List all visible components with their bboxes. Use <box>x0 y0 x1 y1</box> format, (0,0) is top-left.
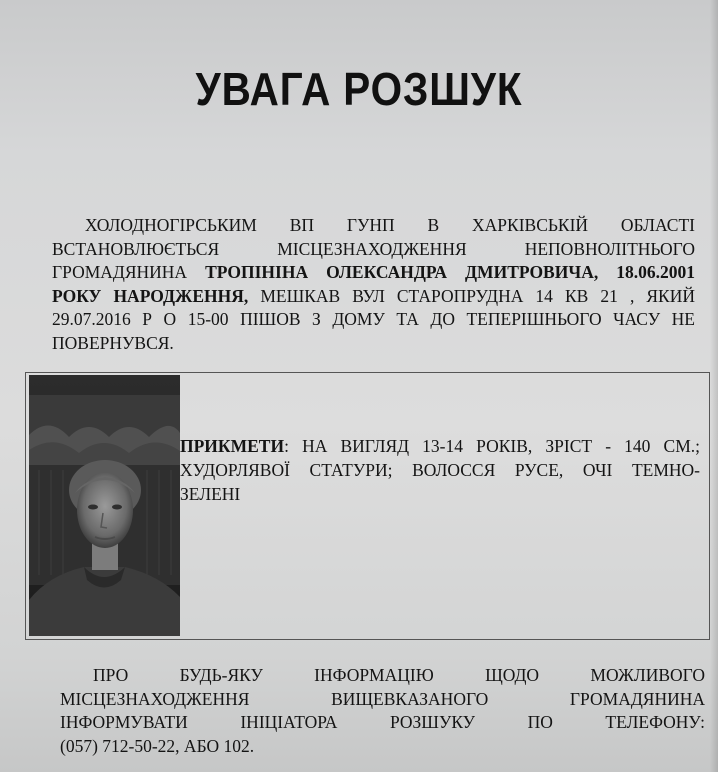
signs-paragraph <box>180 434 700 506</box>
signs-line-1 <box>180 434 700 458</box>
signs-line-2 <box>180 458 700 482</box>
contact-line-2 <box>60 688 705 712</box>
intro-paragraph <box>52 214 696 355</box>
intro-ending: ПОВЕРНУВСЯ. <box>52 332 174 353</box>
portrait-image <box>29 375 180 636</box>
intro-line-2-text: ВСТАНОВЛЮЄТЬСЯ МІСЦЕЗНАХОДЖЕННЯ НЕПОВНОЛІТНЬОГО <box>52 238 695 259</box>
contact-phone-numbers: (057) 712-50-22, АБО 102. <box>60 735 255 756</box>
signs-line-3 <box>180 482 700 506</box>
contact-line-1-text: ПРО БУДЬ-ЯКУ ІНФОРМАЦІЮ ЩОДО МОЖЛИВОГО <box>93 665 705 685</box>
intro-line-6 <box>52 332 695 356</box>
notice-title: УВАГА РОЗШУК <box>195 63 523 115</box>
contact-line-3 <box>60 711 705 735</box>
address-text: МЕШКАВ ВУЛ СТАРОПРУДНА 14 КВ 21 , ЯКИЙ <box>248 285 696 306</box>
signs-label: ПРИКМЕТИ <box>180 436 285 456</box>
missing-person-name-dob: ТРОПІНІНА ОЛЕКСАНДРА ДМИТРОВИЧА, 18.06.2001 <box>205 262 695 282</box>
contact-line-3-text: ІНФОРМУВАТИ ІНІЦІАТОРА РОЗШУКУ ПО ТЕЛЕФОНУ: <box>60 712 705 732</box>
intro-line-3-prefix: ГРОМАДЯНИНА <box>52 262 206 282</box>
disappearance-details: 29.07.2016 Р О 15-00 ПІШОВ З ДОМУ ТА ДО ТЕПЕРІШНЬОГО ЧАСУ НЕ <box>52 309 695 329</box>
intro-line-5 <box>52 308 695 332</box>
signs-age-height: : НА ВИГЛЯД 13-14 РОКІВ, ЗРІСТ - 140 СМ.; <box>284 436 700 456</box>
contact-line-2-text: МІСЦЕЗНАХОДЖЕННЯ ВИЩЕВКАЗАНОГО ГРОМАДЯНИНА <box>60 688 705 709</box>
intro-line-4 <box>52 285 695 309</box>
intro-line-1-text: ХОЛОДНОГІРСЬКИМ ВП ГУНП В ХАРКІВСЬКІЙ ОБЛАСТІ <box>85 215 695 235</box>
contact-line-1 <box>60 664 705 688</box>
contact-line-4 <box>60 735 705 759</box>
intro-line-2 <box>52 238 695 262</box>
intro-line-1 <box>85 214 695 238</box>
signs-build-hair-eyes: ХУДОРЛЯВОЇ СТАТУРИ; ВОЛОССЯ РУСЕ, ОЧІ ТЕМНО- <box>180 460 700 480</box>
birth-year-label: РОКУ НАРОДЖЕННЯ, <box>52 285 249 306</box>
intro-line-3 <box>52 261 695 285</box>
signs-eye-color-end: ЗЕЛЕНІ <box>180 484 241 504</box>
photo-description-box <box>25 372 710 640</box>
missing-person-photo <box>29 375 180 636</box>
contact-paragraph <box>60 664 705 758</box>
